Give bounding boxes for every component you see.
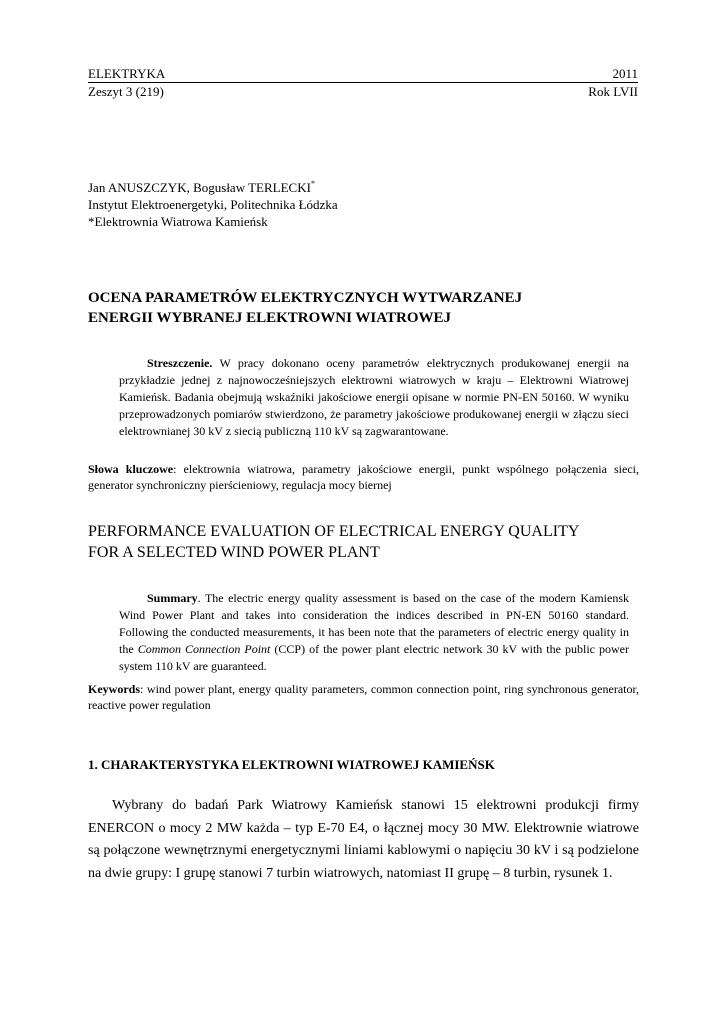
author-affiliation-1: Instytut Elektroenergetyki, Politechnika Łódzka bbox=[88, 197, 338, 212]
journal-issue: Zeszyt 3 (219) bbox=[88, 84, 164, 99]
author-footnote-mark: * bbox=[310, 179, 315, 188]
author-affiliation-2: *Elektrownia Wiatrowa Kamieńsk bbox=[88, 214, 268, 229]
summary-label: Summary bbox=[147, 591, 198, 605]
section-1-paragraph-text: Wybrany do badań Park Wiatrowy Kamieńsk stanowi 15 elektrowni produkcji firmy ENERCON o mocy 2 MW każda – typ E-70 E4, o łącznej mocy 30 MW. Elektrownie wiatrowe są połączone wewnętrznymi energetycznymi liniami kablowymi o napięciu 30 kV i są podzielone na dwie grupy: I grupę stanowi 7 turbin wiatrowych, natomiast II grupę – 8 turbin, rysunek 1. bbox=[88, 798, 639, 881]
summary-text-1: . The electric energy quality assessment is based on the case of the modern Kamiensk Wind Power Plant and takes into consideration the indices described in PN-EN 50160 standard. Following the conducted measurements, it has been note that the parameters of electric energy quality in the bbox=[119, 591, 629, 656]
section-1-paragraph bbox=[88, 795, 639, 885]
journal-name: ELEKTRYKA bbox=[88, 66, 166, 81]
abstract-polish bbox=[119, 355, 629, 440]
summary-text-2: (CCP) of the power plant electric network 30 kV with the public power system 110 kV are guaranteed. bbox=[119, 642, 629, 673]
journal-year: 2011 bbox=[612, 66, 638, 81]
keywords-pl-label: Słowa kluczowe bbox=[88, 462, 174, 476]
author-names: Jan ANUSZCZYK, Bogusław TERLECKI bbox=[88, 180, 311, 195]
journal-volume: Rok LVII bbox=[588, 84, 638, 99]
summary-english bbox=[119, 590, 629, 675]
title-en-line-1: PERFORMANCE EVALUATION OF ELECTRICAL ENERGY QUALITY bbox=[88, 523, 580, 540]
keywords-polish bbox=[88, 461, 639, 493]
section-1-heading: 1. CHARAKTERYSTYKA ELEKTROWNI WIATROWEJ KAMIEŃSK bbox=[88, 757, 495, 772]
keywords-english bbox=[88, 681, 639, 713]
keywords-en-label: Keywords bbox=[88, 682, 140, 696]
paper-title-polish bbox=[88, 288, 648, 328]
paper-title-english bbox=[88, 521, 648, 563]
summary-italic-term: Common Connection Point bbox=[137, 642, 271, 656]
title-pl-line-2: ENERGII WYBRANEJ ELEKTROWNI WIATROWEJ bbox=[88, 310, 451, 326]
journal-header bbox=[88, 66, 638, 99]
abstract-label: Streszczenie. bbox=[147, 356, 213, 370]
title-en-line-2: FOR A SELECTED WIND POWER PLANT bbox=[88, 544, 380, 561]
abstract-text: W pracy dokonano oceny parametrów elektrycznych produkowanej energii na przykładzie jednej z najnowocześniejszych elektrowni wiatrowych w kraju – Elektrowni Wiatrowej Kamieńsk. Badania obejmują wskaźniki jakościowe energii opisane w normie PN-EN 50160. W wyniku przeprowadzonych pomiarów stwierdzono, że parametry jakościowe produkowanej energii w złączu sieci elektrownianej 30 kV z siecią publiczną 110 kV są zagwarantowane. bbox=[119, 356, 629, 438]
author-block bbox=[88, 179, 638, 230]
keywords-pl-text: : elektrownia wiatrowa, parametry jakościowe energii, punkt wspólnego połączenia sieci, generator synchroniczny pierścieniowy, regulacja mocy biernej bbox=[88, 462, 640, 492]
keywords-en-text: : wind power plant, energy quality parameters, common connection point, ring synchronous generator, reactive power regulation bbox=[88, 682, 639, 712]
author-names-line bbox=[88, 179, 638, 196]
title-pl-line-1: OCENA PARAMETRÓW ELEKTRYCZNYCH WYTWARZANEJ bbox=[88, 290, 523, 306]
